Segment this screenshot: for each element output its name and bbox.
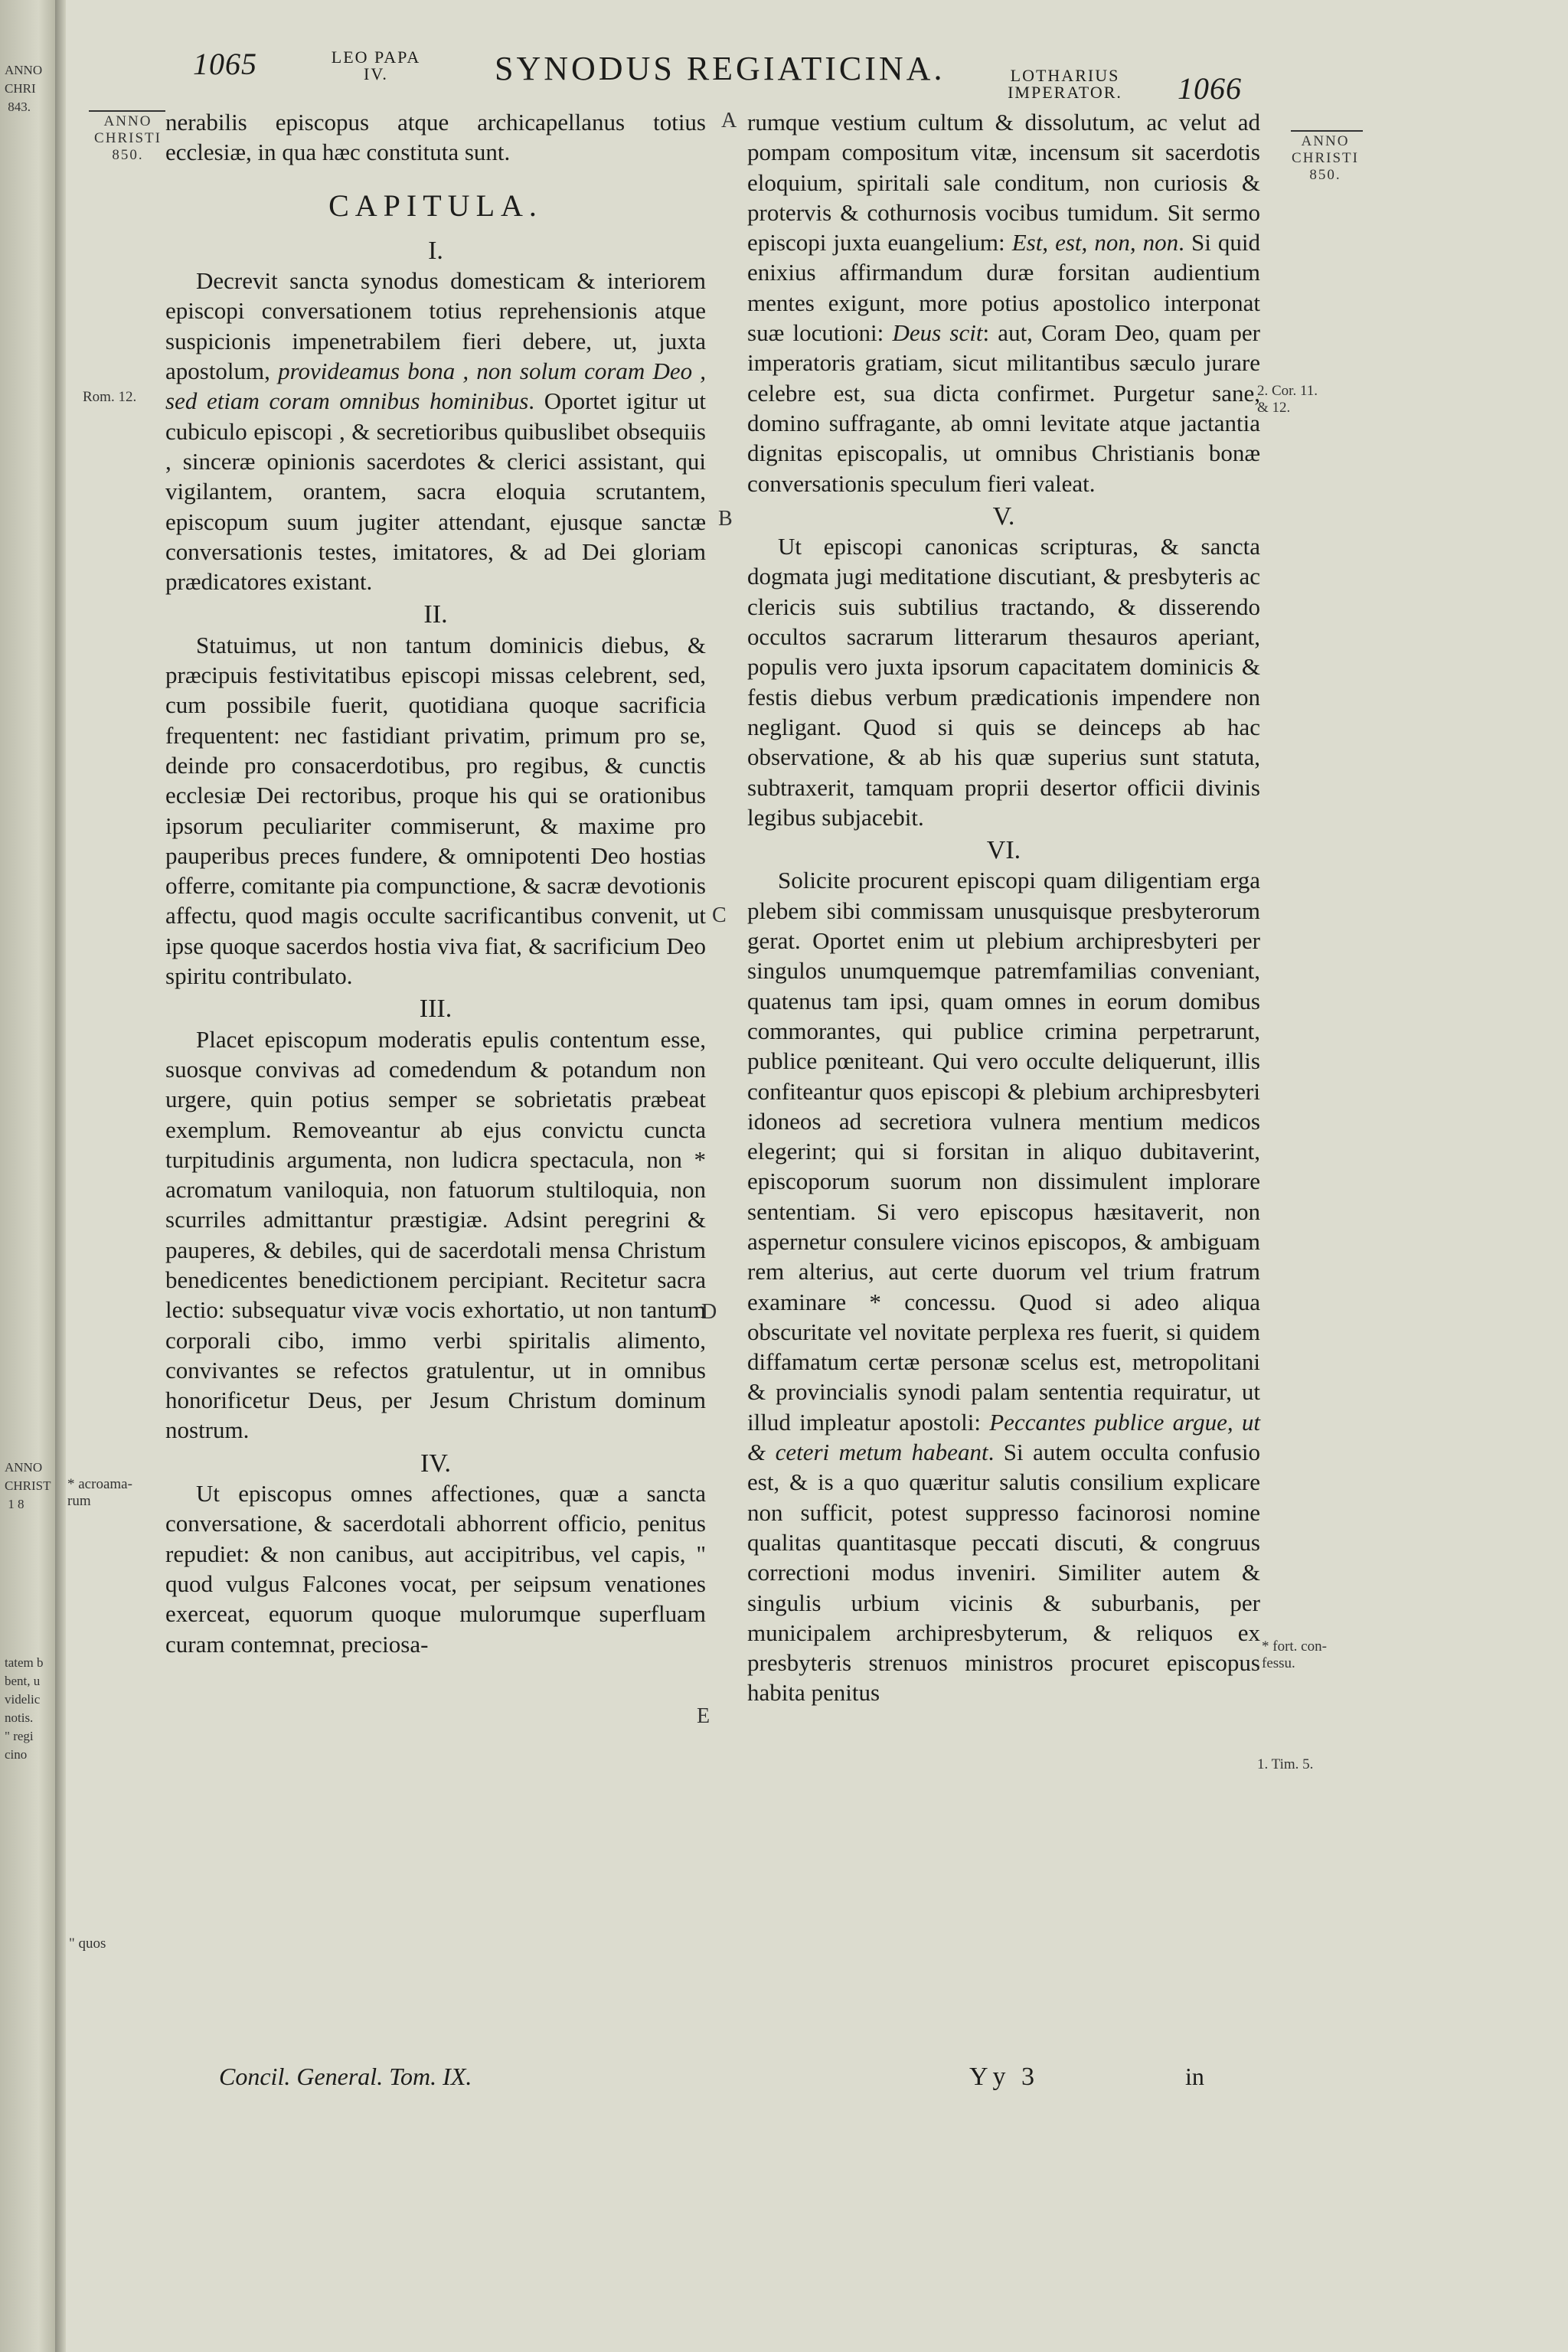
- chapter-6-text-b: . Si autem occulta confusio est, & is a quo quæritur salutis consilium explicare non sufficit, potest suppresso facinorosi nomine qualitas quantitasque peccati discuti, & congruus correctioni modus inveniri. Similiter autem & singulis urbium vicinis & suburbanis, per municipalem archipresbyterum, & reliquos ex presbyteris strenuos ministros procuret episcopus habita penitus: [747, 1439, 1260, 1707]
- chapter-4-continued-c: : aut, Coram Deo, quam per imperatoris gratiam, sicut militantibus sæculo jurare celebre est, sua dicta confirmet. Purgetur sane, domino suffragante, ab omni levitate atque jactantia dignitas episcopalis, ut omnibus Christianis bonæ conversationis speculum fieri valeat.: [747, 319, 1260, 497]
- emperor-line-2: IMPERATOR.: [1008, 83, 1122, 102]
- chapter-number-1: I.: [428, 236, 443, 265]
- note-cor: 2. Cor. 11. & 12.: [1257, 383, 1318, 416]
- running-title: SYNODUS REGIATICINA.: [495, 50, 946, 87]
- left-page-number: 1065: [193, 47, 257, 81]
- left-column: [165, 107, 706, 1662]
- emperor-line-1: LOTHARIUS: [1010, 66, 1120, 85]
- chapter-number-5: V.: [992, 501, 1015, 531]
- anno-left-rule: [89, 110, 165, 112]
- chapter-3-text: Placet episcopum moderatis epulis contentum esse, suosque convivas ad comedendum & potandum non urgere, quin potius semper se sobrietatis præbeat exemplum. Removeantur ab ejus convictu cuncta turpitudinis argumenta, non ludicra spectacula, non * acromatum vaniloquia, non fatuorum stultiloquia, non scurriles admittantur præstigiæ. Adsint peregrini & pauperes, & debiles, qui de sacerdotali mensa Christum benedicentes benedictionem percipiant. Recitetur sacra lectio: subsequatur vivæ vocis exhortatio, ut non tantum corporali cibo, immo verbi spiritalis alimento, convivantes se refectos gratulentur, ut in omnibus honorificetur Deus, per Jesum Christum dominum nostrum.: [165, 1025, 706, 1444]
- prev-page-fragment-2: ANNO CHRIST 1 8: [5, 1460, 51, 1511]
- pope-line-2: IV.: [364, 64, 388, 83]
- right-column: [747, 107, 1260, 1711]
- pope-line-1: LEO PAPA: [331, 47, 421, 67]
- emperor-heading: [985, 67, 1145, 101]
- note-rom: Rom. 12.: [83, 389, 137, 405]
- chapter-4-continued-a: rumque vestium cultum & dissolutum, ac velut ad pompam compositum vitæ, incensum sit sacerdotis eloquium, spiritali sale conditum, non curiosis & protervis & cothurnosis vocibus tumidum. Sit sermo episcopi juxta euangelium:: [747, 109, 1260, 256]
- right-page-number: 1066: [1178, 71, 1242, 106]
- chapter-1-text-b: . Oportet igitur ut cubiculo episcopi , & secretioribus quibuslibet obsequiis , sinceræ opinionis sacerdotes & clerici assistant, qui vigilantem, orantem, sacra eloquia scrutantem, episcopum suum jugiter attendant, ejusque sanctæ conversationis testes, imitatores, & ad Dei gloriam prædicatores existant.: [165, 387, 706, 596]
- previous-page-edge: [0, 0, 55, 2352]
- chapter-2-text: Statuimus, ut non tantum dominicis diebus, & præcipuis festivitatibus episcopi missas celebrent, sed, cum possibile fuerit, quotidiana quoque sacrificia frequentent: nec fastidiant privatim, primum pro se, deinde pro consacerdotibus, pro regibus, & cunctis ecclesiæ Dei rectoribus, proque his qui se orationibus ipsorum peculiariter commiserunt, & maxime pro pauperibus preces fundere, & omnipotenti Deo hostias offerre, comitante pia compunctione, & sacræ devotionis affectu, quod magis occulte sacrificantibus convenit, ut ipse quoque sacerdos hostia viva fiat, & sacrificium Deo spiritu contribulato.: [165, 631, 706, 990]
- chapter-1-quote: provideamus bona , non solum coram Deo , sed etiam coram omnibus hominibus: [165, 358, 706, 415]
- note-acroamatum: * acroama- rum: [67, 1476, 132, 1509]
- footer-catchword: in: [1185, 2063, 1204, 2090]
- chapter-4-quote-2: Deus scit: [892, 319, 983, 347]
- chapter-number-2: II.: [423, 600, 448, 629]
- chapter-number-6: VI.: [986, 836, 1021, 865]
- chapter-6-text-a: Solicite procurent episcopi quam diligentiam erga plebem sibi commissam unusquisque presbyterorum gerat. Oportet enim ut plebium archipresbyteri per singulos unumquemque patremfamilias conveniant, quatenus tam ipsi, quam omnes in eorum domibus commorantes, qui publice crimina perpetrarunt, publice pœniteant. Qui vero occulte deliquerunt, illis confiteantur quos episcopi & plebium archipresbyteri idoneos ad secretiora vulnera mentium medicos elegerint; qui si forsitan in aliquo dubitaverint, episcoporum suorum non dissimulent implorare sententiam. Si vero episcopus hæsitaverit, non aspernetur consulere vicinos episcopos, & ambiguam rem alterius, aut certe duorum vel trium fratrum examinare * concessu. Quod si adeo aliqua obscuritate vel novitate perplexa res fuerit, si quidem diffamatum certæ personæ scelus est, metropolitani & provincialis synodi palam sententia requiratur, ut illud impleatur apostoli:: [747, 867, 1260, 1436]
- chapter-5-text: Ut episcopi canonicas scripturas, & sancta dogmata jugi meditatione discutiant, & presbyteris ac clericis suis subtilius tractando, & disserendo occultos sacrarum litterarum thesauros aperiant, populis vero juxta ipsorum capacitatem dominicis & festis diebus verbum prædicationis impendere non negligant. Quod si quis se deinceps ab hac observatione, & ab his quæ superius sunt statuta, subtraxerit, tamquam proprii desertor officii divinis legibus subjacebit.: [747, 533, 1260, 831]
- prev-page-fragment-3: tatem b bent, u videlic notis. " regi cino: [5, 1655, 44, 1762]
- anno-left: ANNO CHRISTI 850.: [94, 113, 162, 163]
- note-quos: " quos: [69, 1936, 106, 1952]
- page: [66, 0, 1568, 2352]
- section-letter-e: E: [697, 1704, 710, 1728]
- chapter-6-quote: Peccantes publice argue, ut & ceteri metum habeant: [747, 1408, 1260, 1466]
- anno-right: ANNO CHRISTI 850.: [1292, 133, 1359, 183]
- section-letter-d: D: [701, 1300, 717, 1324]
- section-letter-c: C: [712, 903, 727, 927]
- pope-heading: [318, 49, 433, 83]
- chapter-1-text: [165, 266, 706, 596]
- chapter-4-continued-b: . Si quid enixius affirmandum duræ forsitan audientium mentes exigunt, more potius apostolico interponat suæ locutioni:: [747, 229, 1260, 347]
- section-letter-a: A: [721, 109, 737, 132]
- page-fold: [55, 0, 66, 2352]
- prev-page-fragment-1: ANNO CHRI 843.: [5, 63, 43, 114]
- left-intro: nerabilis episcopus atque archicapellanus totius ecclesiæ, in qua hæc constituta sunt.: [165, 109, 706, 166]
- section-letter-b: B: [718, 507, 733, 531]
- chapter-4-text: Ut episcopus omnes affectiones, quæ a sancta conversatione, & sacerdotali abhorrent officio, penitus repudiet: & non canibus, aut accipitribus, vel capis, " quod vulgus Falcones vocat, per seipsum venationes exerceat, equorum quoque mulorumque superfluam curam contemnat, preciosa-: [165, 1480, 706, 1658]
- chapter-6-text: [747, 865, 1260, 1707]
- chapter-1-text-a: Decrevit sancta synodus domesticam & interiorem episcopi conversationem totius reprehensionis atque suspicionis impenetrabilem fieri debere, ut, juxta apostolum,: [165, 267, 706, 385]
- capitula-heading: CAPITULA.: [328, 188, 543, 223]
- footer-signature: Yy 3: [969, 2063, 1040, 2091]
- chapter-4-continued: [747, 107, 1260, 498]
- note-tim: 1. Tim. 5.: [1257, 1756, 1314, 1772]
- chapter-number-4: IV.: [420, 1449, 451, 1478]
- anno-right-rule: [1291, 130, 1363, 132]
- note-fort: * fort. con- fessu.: [1262, 1638, 1327, 1671]
- chapter-number-3: III.: [419, 995, 452, 1024]
- footer-source: Concil. General. Tom. IX.: [219, 2063, 472, 2090]
- chapter-4-quote-1: Est, est, non, non: [1011, 229, 1179, 256]
